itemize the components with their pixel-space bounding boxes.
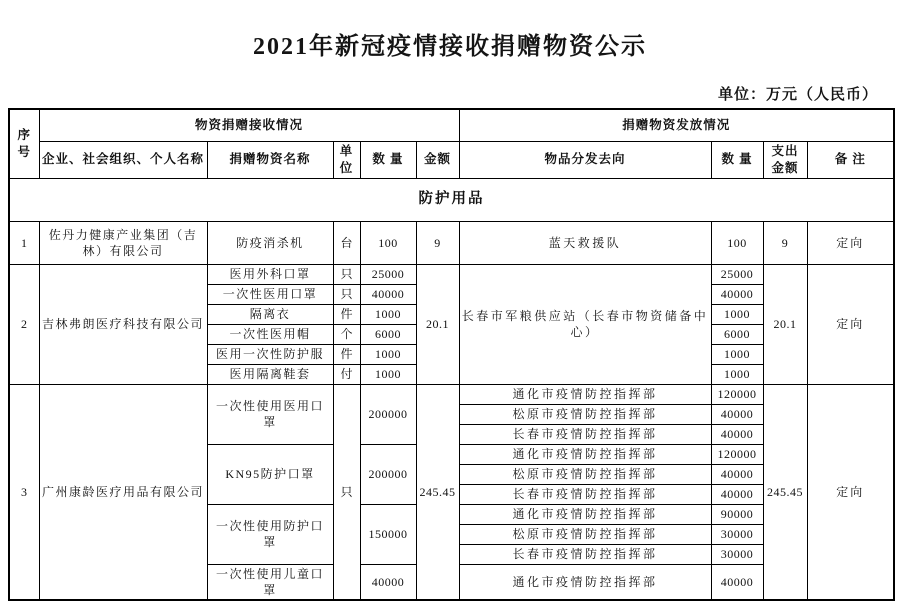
- cell-destination: 通化市疫情防控指挥部: [459, 384, 711, 404]
- cell-dispatch-quantity: 1000: [711, 364, 763, 384]
- cell-dispatch-quantity: 1000: [711, 304, 763, 324]
- cell-destination: 松原市疫情防控指挥部: [459, 524, 711, 544]
- cell-item-name: 一次性使用医用口罩: [207, 384, 333, 444]
- cell-unit: 只: [333, 284, 360, 304]
- cell-destination: 蓝天救援队: [459, 221, 711, 264]
- section-title: 防护用品: [9, 178, 894, 221]
- col-group-dispatch: 捐赠物资发放情况: [459, 109, 894, 142]
- col-group-receive: 物资捐赠接收情况: [39, 109, 459, 142]
- col-header-donor: 企业、社会组织、个人名称: [39, 142, 207, 179]
- cell-quantity: 40000: [360, 564, 416, 600]
- cell-dispatch-quantity: 40000: [711, 424, 763, 444]
- cell-item-name: 一次性医用帽: [207, 324, 333, 344]
- cell-destination: 长春市疫情防控指挥部: [459, 424, 711, 444]
- cell-item-name: 医用外科口罩: [207, 264, 333, 284]
- col-header-remark: 备 注: [807, 142, 894, 179]
- cell-seq: 2: [9, 264, 39, 384]
- cell-destination: 长春市疫情防控指挥部: [459, 544, 711, 564]
- header-row-columns: [9, 142, 894, 179]
- cell-remark: 定向: [807, 264, 894, 384]
- cell-unit: 个: [333, 324, 360, 344]
- col-header-quantity: 数 量: [360, 142, 416, 179]
- cell-item-name: 一次性使用防护口罩: [207, 504, 333, 564]
- section-row: [9, 178, 894, 221]
- cell-quantity: 25000: [360, 264, 416, 284]
- cell-item-name: 防疫消杀机: [207, 221, 333, 264]
- cell-donor: 广州康龄医疗用品有限公司: [39, 384, 207, 600]
- cell-seq: 3: [9, 384, 39, 600]
- header-row-groups: [9, 109, 894, 142]
- cell-remark: 定向: [807, 384, 894, 600]
- cell-unit: 付: [333, 364, 360, 384]
- unit-note: 单位：万元（人民币）: [717, 87, 878, 103]
- cell-remark: 定向: [807, 221, 894, 264]
- cell-unit: 台: [333, 221, 360, 264]
- cell-unit: 只: [333, 384, 360, 600]
- cell-dispatch-quantity: 40000: [711, 464, 763, 484]
- cell-dispatch-quantity: 120000: [711, 444, 763, 464]
- cell-dispatch-quantity: 90000: [711, 504, 763, 524]
- cell-quantity: 1000: [360, 344, 416, 364]
- cell-item-name: 医用一次性防护服: [207, 344, 333, 364]
- cell-quantity: 200000: [360, 444, 416, 504]
- col-header-expense: 支出金额: [763, 142, 807, 179]
- cell-amount: 245.45: [416, 384, 459, 600]
- cell-quantity: 1000: [360, 364, 416, 384]
- cell-expense: 9: [763, 221, 807, 264]
- cell-item-name: 隔离衣: [207, 304, 333, 324]
- cell-destination: 长春市疫情防控指挥部: [459, 484, 711, 504]
- col-header-unit: 单位: [333, 142, 360, 179]
- cell-donor: 吉林弗朗医疗科技有限公司: [39, 264, 207, 384]
- donation-table: [8, 108, 895, 601]
- cell-quantity: 1000: [360, 304, 416, 324]
- cell-unit: 件: [333, 304, 360, 324]
- cell-unit: 只: [333, 264, 360, 284]
- col-header-amount: 金额: [416, 142, 459, 179]
- cell-unit: 件: [333, 344, 360, 364]
- cell-dispatch-quantity: 30000: [711, 544, 763, 564]
- cell-dispatch-quantity: 40000: [711, 404, 763, 424]
- cell-expense: 20.1: [763, 264, 807, 384]
- cell-dispatch-quantity: 25000: [711, 264, 763, 284]
- cell-quantity: 100: [360, 221, 416, 264]
- cell-item-name: KN95防护口罩: [207, 444, 333, 504]
- cell-dispatch-quantity: 6000: [711, 324, 763, 344]
- col-header-dispatch-quantity: 数 量: [711, 142, 763, 179]
- cell-destination: 通化市疫情防控指挥部: [459, 504, 711, 524]
- page-title: 2021年新冠疫情接收捐赠物资公示: [253, 34, 647, 60]
- cell-destination: 通化市疫情防控指挥部: [459, 564, 711, 600]
- table-row: [9, 384, 894, 404]
- cell-item-name: 医用隔离鞋套: [207, 364, 333, 384]
- cell-quantity: 150000: [360, 504, 416, 564]
- cell-destination: 松原市疫情防控指挥部: [459, 464, 711, 484]
- col-header-item-name: 捐赠物资名称: [207, 142, 333, 179]
- cell-expense: 245.45: [763, 384, 807, 600]
- col-header-seq: 序号: [9, 109, 39, 178]
- cell-dispatch-quantity: 40000: [711, 284, 763, 304]
- cell-dispatch-quantity: 100: [711, 221, 763, 264]
- cell-item-name: 一次性使用儿童口罩: [207, 564, 333, 600]
- cell-destination: 通化市疫情防控指挥部: [459, 444, 711, 464]
- cell-donor: 佐丹力健康产业集团（吉林）有限公司: [39, 221, 207, 264]
- cell-item-name: 一次性医用口罩: [207, 284, 333, 304]
- cell-destination: 松原市疫情防控指挥部: [459, 404, 711, 424]
- cell-quantity: 40000: [360, 284, 416, 304]
- cell-destination: 长春市军粮供应站（长春市物资储备中心）: [459, 264, 711, 384]
- cell-dispatch-quantity: 40000: [711, 564, 763, 600]
- cell-amount: 20.1: [416, 264, 459, 384]
- cell-seq: 1: [9, 221, 39, 264]
- cell-dispatch-quantity: 40000: [711, 484, 763, 504]
- cell-amount: 9: [416, 221, 459, 264]
- cell-dispatch-quantity: 120000: [711, 384, 763, 404]
- cell-dispatch-quantity: 1000: [711, 344, 763, 364]
- cell-quantity: 6000: [360, 324, 416, 344]
- table-row: [9, 221, 894, 264]
- cell-quantity: 200000: [360, 384, 416, 444]
- cell-dispatch-quantity: 30000: [711, 524, 763, 544]
- col-header-destination: 物品分发去向: [459, 142, 711, 179]
- table-row: [9, 264, 894, 284]
